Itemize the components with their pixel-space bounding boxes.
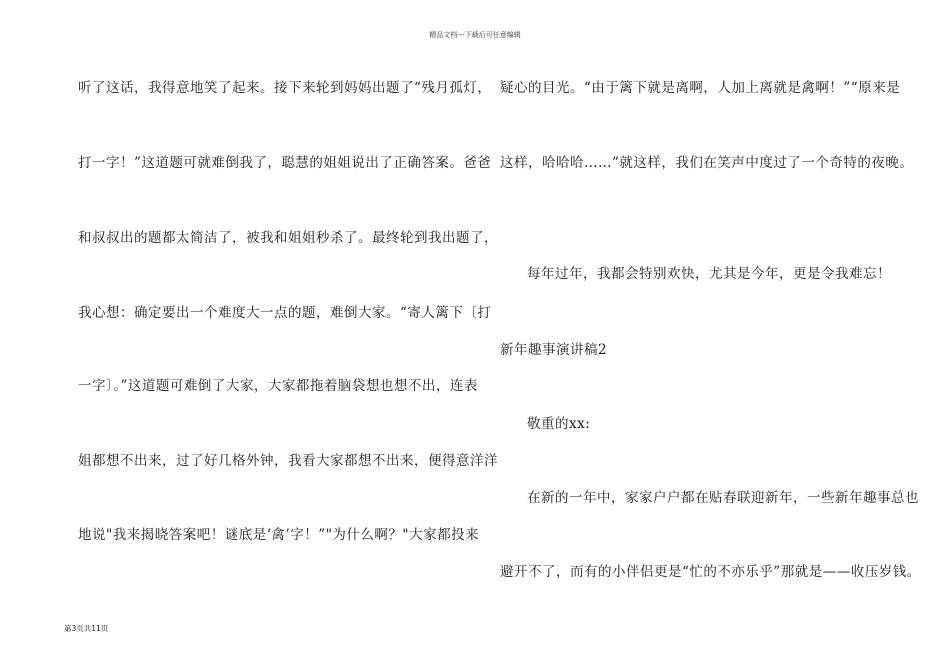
page-header: 精品文档---下载后可任意编辑 (429, 31, 521, 39)
left-line-7: 地说"我来揭晓答案吧！谜底是‘禽’字！”"为什么啊？"大家都投来 (78, 527, 480, 543)
right-line-2: 这样，哈哈哈……”就这样，我们在笑声中度过了一个奇特的夜晚。 (500, 155, 914, 171)
right-line-6: 在新的一年中，家家户户都在贴春联迎新年，一些新年趣事总也 (527, 490, 919, 506)
right-line-1: 疑心的目光。“由于篱下就是离啊，人加上离就是禽啊！”“原来是 (500, 80, 901, 96)
left-line-3: 和叔叔出的题都太简洁了，被我和姐姐秒杀了。最终轮到我出题了， (78, 230, 498, 246)
left-line-4: 我心想：确定要出一个难度大一点的题，难倒大家。“寄人篱下〔打 (78, 305, 492, 321)
salutation: 敬重的xx: (527, 416, 591, 432)
right-paragraph-closing: 每年过年，我都会特别欢快，尤其是今年，更是令我难忘！ (527, 266, 891, 282)
section-title: 新年趣事演讲稿2 (500, 342, 608, 358)
page-number: 第3页共11页 (64, 624, 109, 633)
left-line-6: 姐都想不出来，过了好几格外钟，我看大家都想不出来，便得意洋洋 (78, 453, 498, 469)
left-line-5: 一字〕。”这道题可难倒了大家，大家都拖着脑袋想也想不出，连表 (78, 378, 478, 394)
right-line-7: 避开不了，而有的小伴侣更是“忙的不亦乐乎”那就是——收压岁钱。 (500, 564, 921, 580)
left-line-2: 打一字！”这道题可就难倒我了，聪慧的姐姐说出了正确答案。爸爸 (78, 155, 492, 171)
left-line-1: 听了这话，我得意地笑了起来。接下来轮到妈妈出题了“残月孤灯， (78, 80, 492, 96)
